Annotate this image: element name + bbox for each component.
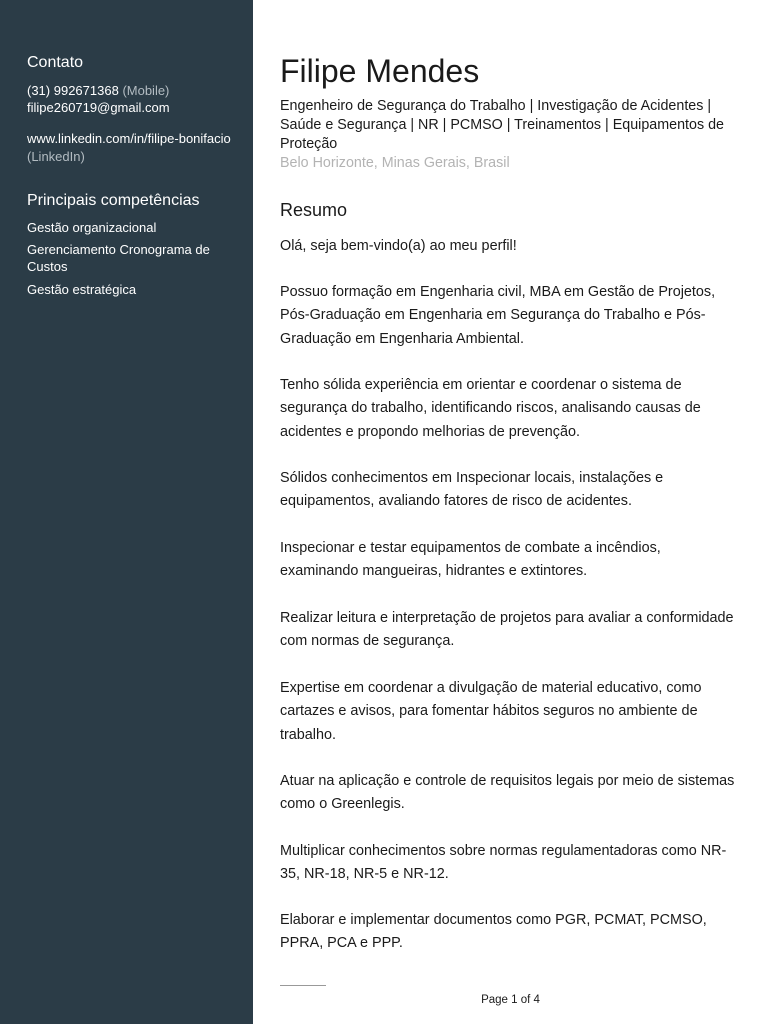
summary-paragraph: Atuar na aplicação e controle de requisitos legais por meio de sistemas como o Greenlegis. bbox=[280, 773, 735, 813]
summary-paragraph: Tenho sólida experiência em orientar e coordenar o sistema de segurança do trabalho, identificando riscos, analisando causas de acidentes e propondo melhorias de prevenção. bbox=[280, 377, 701, 440]
skill-item: Gestão organizacional bbox=[27, 220, 157, 235]
page-number: Page 1 of 4 bbox=[481, 994, 540, 1006]
contact-heading: Contato bbox=[27, 54, 84, 71]
contact-phone bbox=[27, 82, 241, 99]
summary-title: Resumo bbox=[280, 200, 348, 220]
summary-paragraph: Expertise em coordenar a divulgação de material educativo, como cartazes e avisos, para fomentar hábitos seguros no ambiente de trabalho. bbox=[280, 680, 702, 743]
profile-location: Belo Horizonte, Minas Gerais, Brasil bbox=[280, 155, 510, 171]
summary-paragraph: Multiplicar conhecimentos sobre normas regulamentadoras como NR-35, NR-18, NR-5 e NR-12. bbox=[280, 843, 727, 883]
phone-type: (Mobile) bbox=[122, 83, 170, 98]
summary-paragraph: Inspecionar e testar equipamentos de combate a incêndios, examinando mangueiras, hidrantes e extintores. bbox=[280, 540, 661, 580]
summary-paragraph: Olá, seja bem-vindo(a) ao meu perfil! bbox=[280, 238, 517, 254]
linkedin-label: (LinkedIn) bbox=[27, 149, 85, 164]
profile-name: Filipe Mendes bbox=[280, 53, 480, 89]
summary-paragraph: Realizar leitura e interpretação de projetos para avaliar a conformidade com normas de segurança. bbox=[280, 610, 734, 650]
summary-paragraph: Elaborar e implementar documentos como PGR, PCMAT, PCMSO, PPRA, PCA e PPP. bbox=[280, 912, 707, 952]
skills-heading: Principais competências bbox=[27, 192, 200, 209]
summary-paragraph: Possuo formação em Engenharia civil, MBA em Gestão de Projetos, Pós-Graduação em Engenharia em Segurança do Trabalho e Pós-Graduação em Engenharia Ambiental. bbox=[280, 284, 716, 347]
contact-email[interactable]: filipe260719@gmail.com bbox=[27, 100, 170, 115]
sidebar bbox=[0, 0, 253, 1024]
footer-divider bbox=[280, 985, 326, 986]
profile-headline: Engenheiro de Segurança do Trabalho | Investigação de Acidentes | Saúde e Segurança | NR | PCMSO | Treinamentos | Equipamentos de Proteção bbox=[280, 98, 724, 152]
contact-linkedin[interactable]: www.linkedin.com/in/filipe-bonifacio bbox=[27, 131, 231, 146]
phone-number[interactable]: (31) 992671368 bbox=[27, 83, 119, 98]
summary-paragraph: Sólidos conhecimentos em Inspecionar locais, instalações e equipamentos, avaliando fatores de risco de acidentes. bbox=[280, 470, 664, 510]
skill-item: Gerenciamento Cronograma de Custos bbox=[27, 242, 210, 274]
skill-item: Gestão estratégica bbox=[27, 282, 137, 297]
